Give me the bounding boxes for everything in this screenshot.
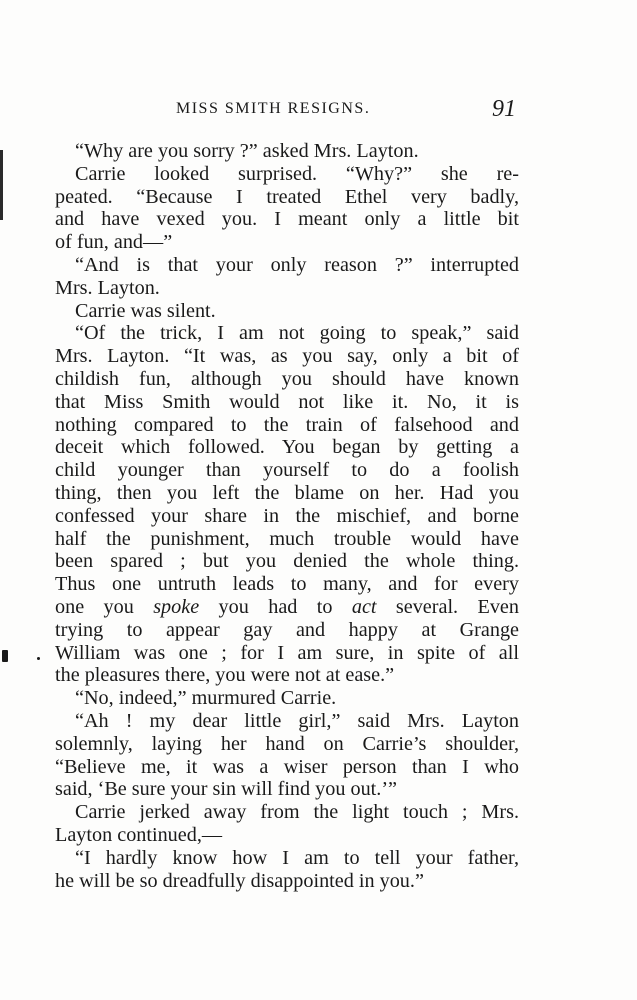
text-line: of fun, and—” xyxy=(55,231,173,254)
running-header xyxy=(56,96,516,124)
text-line: and have vexed you. I meant only a little bit xyxy=(55,208,519,231)
text-line: Carrie looked surprised. “Why?” she re- xyxy=(75,162,519,185)
text-line: “Ah ! my dear little girl,” said Mrs. Layton xyxy=(75,709,519,732)
text-line: been spared ; but you denied the whole thing. xyxy=(55,550,519,573)
text-line: “And is that your only reason ?” interrupted xyxy=(75,253,519,276)
text-line: Carrie was silent. xyxy=(75,299,216,322)
text-line: deceit which followed. You began by getting a xyxy=(55,436,519,459)
text-line: child younger than yourself to do a foolish xyxy=(55,459,519,482)
running-title: MISS SMITH RESIGNS. xyxy=(176,100,371,117)
text-line: peated. “Because I treated Ethel very badly, xyxy=(55,185,519,208)
text-line: thing, then you left the blame on her. Had you xyxy=(55,481,519,504)
page-number: 91 xyxy=(492,96,516,122)
text-line: said, ‘Be sure your sin will find you out.’” xyxy=(55,778,398,801)
text-line: nothing compared to the train of falsehood and xyxy=(55,413,519,436)
page-edge-mark xyxy=(0,150,3,220)
margin-ink-mark xyxy=(2,650,8,662)
text-line: that Miss Smith would not like it. No, it is xyxy=(55,390,519,413)
text-line: the pleasures there, you were not at ease.” xyxy=(55,664,395,687)
text-line: “Of the trick, I am not going to speak,” said xyxy=(75,322,519,345)
text-line: half the punishment, much trouble would have xyxy=(55,527,519,550)
text-line: confessed your share in the mischief, and borne xyxy=(55,504,519,527)
text-line: solemnly, laying her hand on Carrie’s shoulder, xyxy=(55,732,519,755)
text-line: he will be so dreadfully disappointed in you.” xyxy=(55,869,424,892)
text-line: trying to appear gay and happy at Grange xyxy=(55,618,519,641)
text-line: childish fun, although you should have known xyxy=(55,367,519,390)
text-line: Carrie jerked away from the light touch ; Mrs. xyxy=(75,801,519,824)
text-line: “Why are you sorry ?” asked Mrs. Layton. xyxy=(75,140,419,162)
text-line: one you spoke you had to act several. Even xyxy=(55,595,519,618)
text-line: “No, indeed,” murmured Carrie. xyxy=(75,687,337,710)
text-line: Layton continued,— xyxy=(55,823,223,846)
text-line: Mrs. Layton. “It was, as you say, only a bit of xyxy=(55,345,519,368)
margin-dot-mark xyxy=(37,657,40,660)
body-text xyxy=(55,140,519,892)
text-line: “Believe me, it was a wiser person than I who xyxy=(55,755,519,778)
text-line: Mrs. Layton. xyxy=(55,276,160,299)
text-line: William was one ; for I am sure, in spite of all xyxy=(55,641,519,664)
text-line: Thus one untruth leads to many, and for every xyxy=(55,573,519,596)
text-line: “I hardly know how I am to tell your father, xyxy=(75,846,519,869)
